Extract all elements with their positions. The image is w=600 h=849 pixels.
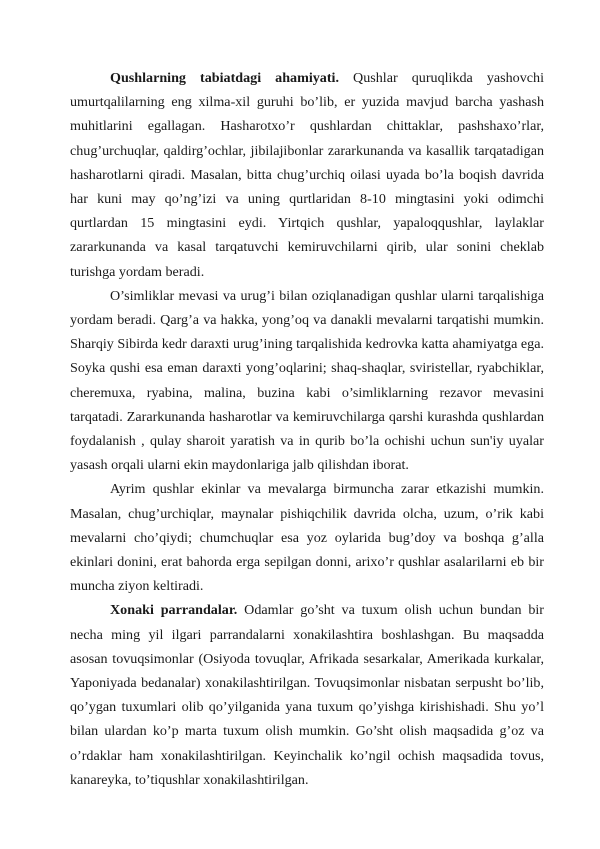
paragraph-text: Qushlar quruqlikda yashovchi umurtqalilarning eng xilma-xil guruhi bo’lib, er yuzida mavjud barcha yashash muhitlarini egallagan. Hasharotxo’r qushlardan chittaklar, pashshaxo’rlar, chug’urchuqlar, qaldirg’ochlar, jibilajibonlar zararkunanda va kasallik tarqatadigan hasharotlarni qiradi. Masalan, bitta chug’urchiq oilasi uyada bo’la boqish davrida har kuni may qo’ng’izi va uning qurtlaridan 8-10 mingtasini yoki odimchi qurtlardan 15 mingtasini eydi. Yirtqich qushlar, yapaloqqushlar, laylaklar zararkunanda va kasal tarqatuvchi kemiruvchilarni qirib, ular sonini cheklab turishga yordam beradi. bbox=[70, 70, 544, 280]
document-page bbox=[70, 66, 544, 792]
paragraph-seed-dispersal bbox=[70, 284, 544, 478]
paragraph-heading: Xonaki parrandalar. bbox=[110, 602, 238, 619]
paragraph-text: Odamlar go’sht va tuxum olish uchun bundan bir necha ming yil ilgari parrandalarni xonakilashtira boshlashgan. Bu maqsadda asosan tovuqsimonlar (Osiyoda tovuqlar, Afrikada sesarkalar, Amerikada kurkalar, Yaponiyada bedanalar) xonakilashtirilgan. Tovuqsimonlar nisbatan serpusht bo’lib, qo’ygan tuxumlari olib qo’yilganida yana tuxum qo’yishga kirishishadi. Shu yo’l bilan ulardan ko’p marta tuxum olish mumkin. Go’sht olish maqsadida g’oz va o’rdaklar ham xonakilashtirilgan. Keyinchalik ko’ngil ochish maqsadida tovus, kanareyka, to’tiqushlar xonakilashtirilgan. bbox=[70, 602, 544, 788]
paragraph-text: Ayrim qushlar ekinlar va mevalarga birmuncha zarar etkazishi mumkin. Masalan, chug’urchiqlar, maynalar pishiqchilik davrida olcha, uzum, o’rik kabi mevalarni cho’qiydi; chumchuqlar esa yoz oylarida bug’doy va boshqa g’alla ekinlari donini, erat bahorda erga sepilgan donni, arixo’r qushlar asalarilarni eb bir muncha ziyon keltiradi. bbox=[70, 481, 544, 595]
paragraph-crop-damage bbox=[70, 477, 544, 598]
paragraph-heading: Qushlarning tabiatdagi ahamiyati. bbox=[110, 70, 339, 86]
paragraph-text: O’simliklar mevasi va urug’i bilan oziqlanadigan qushlar ularni tarqalishiga yordam beradi. Qarg’a va hakka, yong’oq va danakli mevalarni tarqatishi mumkin. Sharqiy Sibirda kedr daraxti urug’ining tarqalishida kedrovka katta ahamiyatga ega. Soyka qushi esa eman daraxti yong’oqlarini; shaq-shaqlar, sviristellar, ryabchiklar, cheremuxa, ryabina, malina, buzina kabi o’simliklarning rezavor mevasini tarqatadi. Zararkunanda hasharotlar va kemiruvchilarga qarshi kurashda qushlardan foydalanish , qulay sharoit yaratish va in qurib bo’la ochishi uchun sun'iy uyalar yasash orqali ularni ekin maydonlariga jalb qilishdan iborat. bbox=[70, 287, 544, 474]
paragraph-birds-importance bbox=[70, 66, 544, 284]
paragraph-domestic-poultry bbox=[70, 598, 544, 792]
